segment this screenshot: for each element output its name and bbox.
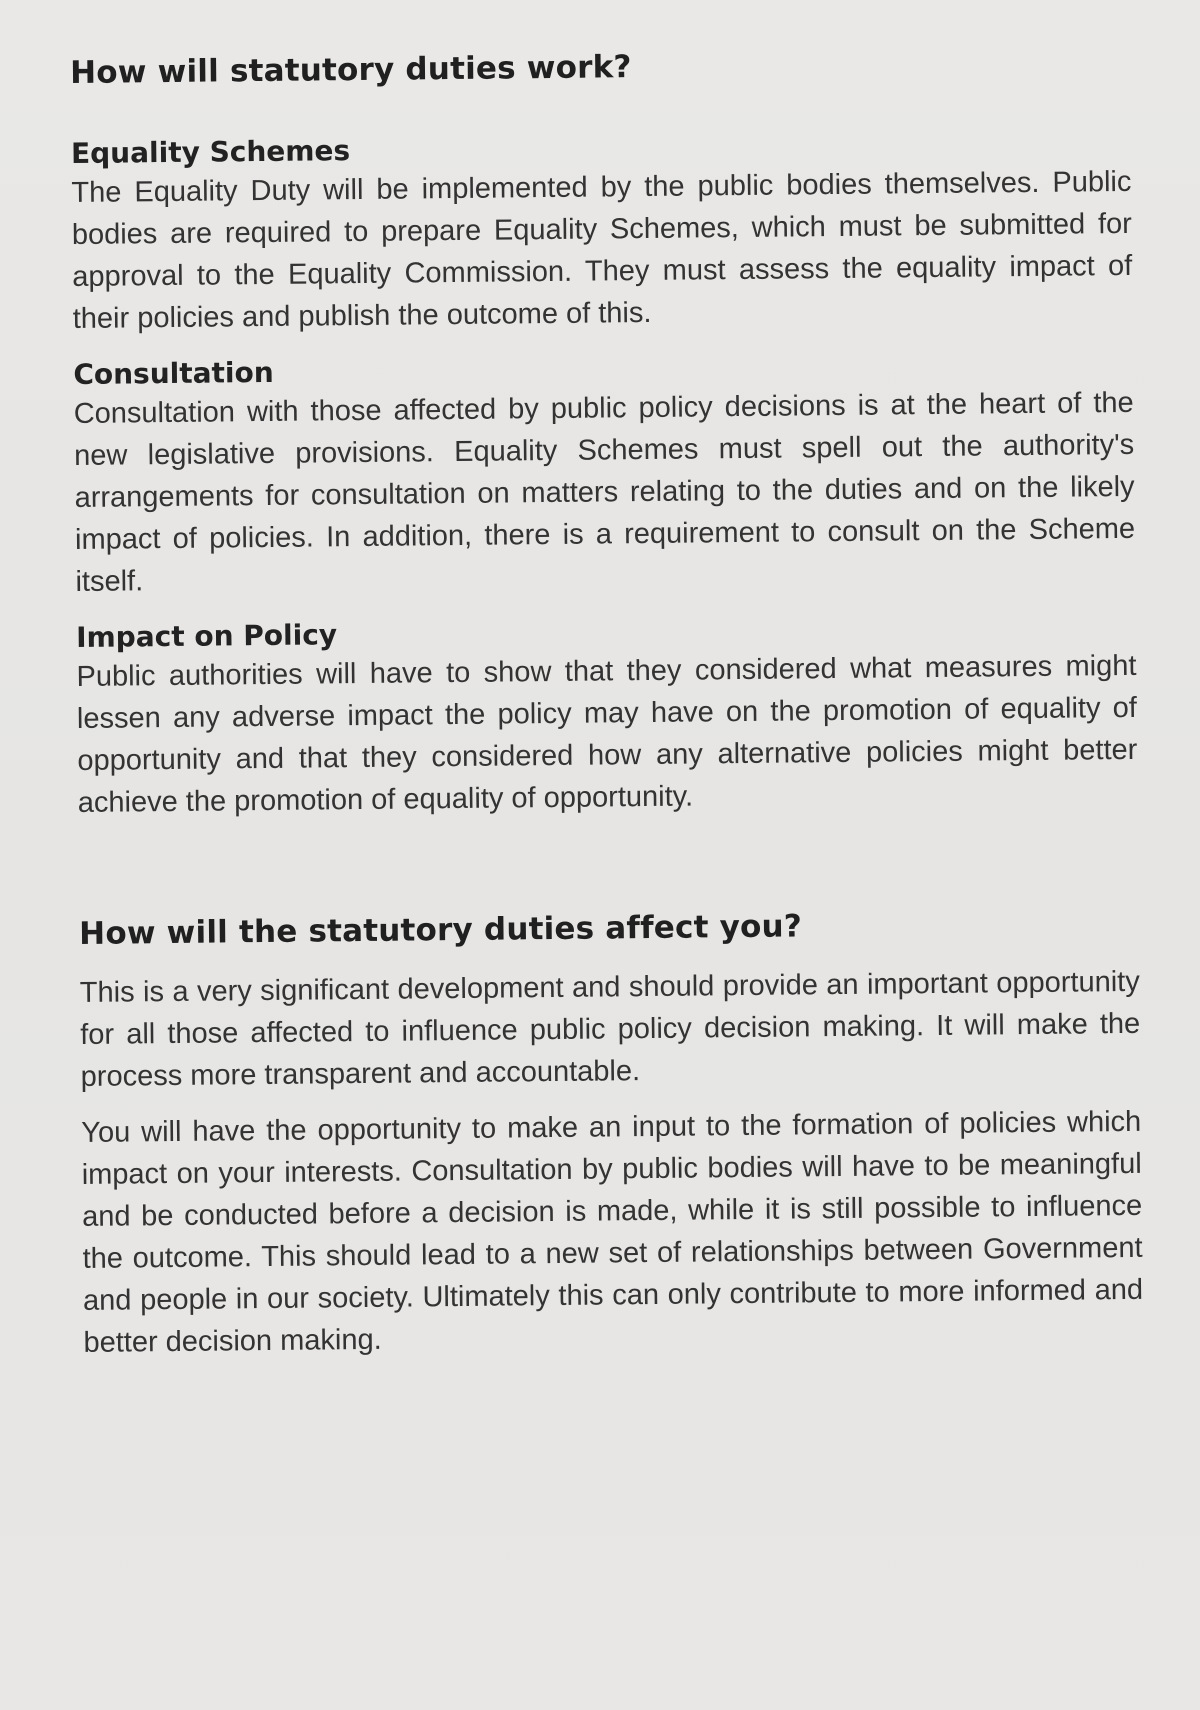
subsection-text: The Equality Duty will be implemented by the public bodies themselves. Public bodies are required to prepare Equality Schemes, which must be submitted for approval to the Equality Commission. They must assess the equality impact of their policies and publish the outcome of this. [71, 165, 1133, 335]
subsection-text: Consultation with those affected by public policy decisions is at the heart of the new legislative provisions. Equality Schemes must spell out the authority's arrangements for consultation on matters relating to the duties and on the likely impact of policies. In addition, there is a requirement to consult on the Scheme itself. [73, 386, 1136, 598]
subsection-title: Equality Schemes [70, 134, 351, 170]
subsection-title: Impact on Policy [75, 618, 338, 654]
page-content [70, 44, 1144, 1364]
subsection-equality-schemes [71, 126, 1133, 340]
affect-paragraph: This is a very significant development and should provide an important opportunity for all those affected to influence public policy decision making. It will make the process more transparent and accountable. [79, 965, 1141, 1093]
subsection-text: Public authorities will have to show that they considered what measures might lessen any adverse impact the policy may have on the promotion of equality of opportunity and that they considered how any alternative policies might better achieve the promotion of equality of opportunity. [76, 649, 1138, 819]
section-heading-duties-affect: How will the statutory duties affect you? [79, 908, 803, 952]
subsection-consultation [73, 347, 1136, 603]
affect-paragraph: You will have the opportunity to make an input to the formation of policies which impact on your interests. Consultation by public bodies will have to be meaningful and be conducted before a decision is made, while it is still possible to influence the outcome. This should lead to a new set of relationships between Government and people in our society. Ultimately this can only contribute to more informed and better decision making. [81, 1105, 1144, 1359]
subsection-impact-on-policy [76, 610, 1138, 824]
section-heading-duties-work: How will statutory duties work? [70, 49, 632, 91]
subsection-title: Consultation [73, 355, 274, 391]
